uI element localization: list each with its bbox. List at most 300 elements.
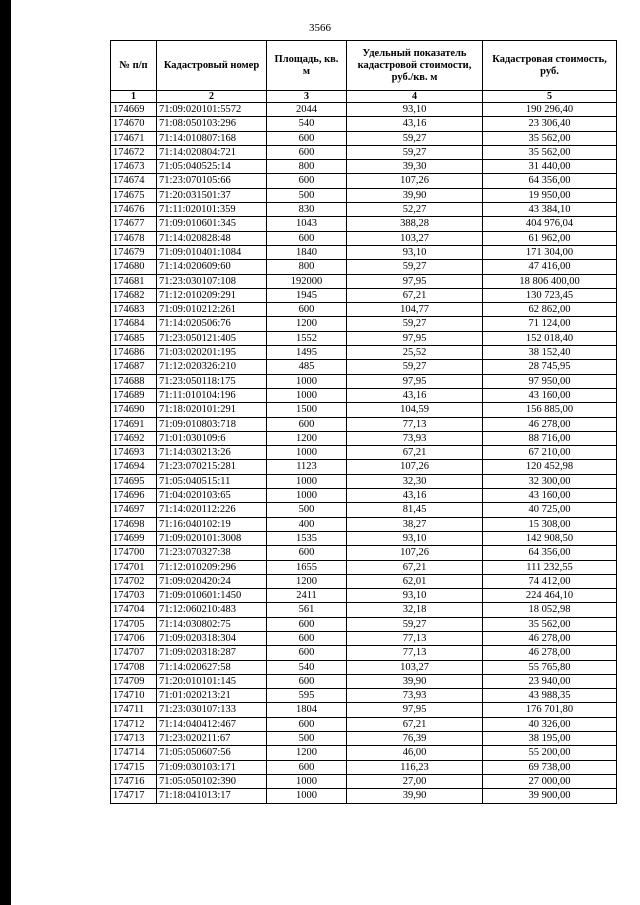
cadastral-cost-cell: 171 304,00	[483, 245, 617, 259]
area-cell: 2411	[267, 589, 347, 603]
area-cell: 600	[267, 145, 347, 159]
area-cell: 500	[267, 732, 347, 746]
row-index-cell: 174693	[111, 446, 157, 460]
row-index-cell: 174704	[111, 603, 157, 617]
table-row	[111, 631, 617, 645]
cadastral-number-cell: 71:14:010807:168	[157, 131, 267, 145]
area-cell: 600	[267, 617, 347, 631]
cadastral-number-cell: 71:23:020211:67	[157, 732, 267, 746]
cadastral-cost-cell: 61 962,00	[483, 231, 617, 245]
area-cell: 1655	[267, 560, 347, 574]
area-cell: 1200	[267, 317, 347, 331]
cadastral-number-cell: 71:18:041013:17	[157, 789, 267, 803]
specific-value-cell: 62,01	[347, 574, 483, 588]
column-number: 4	[347, 91, 483, 103]
cadastral-cost-cell: 69 738,00	[483, 760, 617, 774]
cadastral-number-cell: 71:09:010601:1450	[157, 589, 267, 603]
specific-value-cell: 43,16	[347, 117, 483, 131]
cadastral-number-cell: 71:11:010104:196	[157, 388, 267, 402]
table-row	[111, 217, 617, 231]
cadastral-cost-cell: 88 716,00	[483, 431, 617, 445]
area-cell: 500	[267, 188, 347, 202]
area-cell: 600	[267, 674, 347, 688]
specific-value-cell: 103,27	[347, 231, 483, 245]
row-index-cell: 174712	[111, 717, 157, 731]
specific-value-cell: 104,77	[347, 303, 483, 317]
specific-value-cell: 93,10	[347, 531, 483, 545]
area-cell: 561	[267, 603, 347, 617]
cadastral-number-cell: 71:20:010101:145	[157, 674, 267, 688]
specific-value-cell: 107,26	[347, 546, 483, 560]
cadastral-number-cell: 71:09:010803:718	[157, 417, 267, 431]
specific-value-cell: 97,95	[347, 331, 483, 345]
table-row	[111, 760, 617, 774]
cadastral-number-cell: 71:09:030103:171	[157, 760, 267, 774]
specific-value-cell: 38,27	[347, 517, 483, 531]
cadastral-number-cell: 71:05:040525:14	[157, 160, 267, 174]
area-cell: 1804	[267, 703, 347, 717]
cadastral-number-cell: 71:12:060210:483	[157, 603, 267, 617]
table-row	[111, 160, 617, 174]
area-cell: 800	[267, 260, 347, 274]
cadastral-cost-cell: 71 124,00	[483, 317, 617, 331]
table-row	[111, 374, 617, 388]
area-cell: 830	[267, 203, 347, 217]
specific-value-cell: 77,13	[347, 417, 483, 431]
specific-value-cell: 67,21	[347, 717, 483, 731]
row-index-cell: 174708	[111, 660, 157, 674]
area-cell: 1495	[267, 346, 347, 360]
table-row	[111, 117, 617, 131]
table-row	[111, 789, 617, 803]
specific-value-cell: 97,95	[347, 703, 483, 717]
specific-value-cell: 107,26	[347, 174, 483, 188]
area-cell: 1945	[267, 288, 347, 302]
cadastral-cost-cell: 224 464,10	[483, 589, 617, 603]
table-row	[111, 188, 617, 202]
cadastral-number-cell: 71:09:020101:5572	[157, 103, 267, 117]
table-row	[111, 574, 617, 588]
specific-value-cell: 43,16	[347, 388, 483, 402]
row-index-cell: 174680	[111, 260, 157, 274]
area-cell: 1000	[267, 774, 347, 788]
cadastral-cost-cell: 404 976,04	[483, 217, 617, 231]
cadastral-number-cell: 71:12:020326:210	[157, 360, 267, 374]
area-cell: 600	[267, 174, 347, 188]
table-row	[111, 245, 617, 259]
row-index-cell: 174716	[111, 774, 157, 788]
row-index-cell: 174709	[111, 674, 157, 688]
area-cell: 1840	[267, 245, 347, 259]
table-row	[111, 388, 617, 402]
table-row	[111, 274, 617, 288]
row-index-cell: 174688	[111, 374, 157, 388]
cadastral-number-cell: 71:08:050103:296	[157, 117, 267, 131]
cadastral-number-cell: 71:12:010209:296	[157, 560, 267, 574]
header-area: Площадь, кв. м	[267, 41, 347, 91]
row-index-cell: 174684	[111, 317, 157, 331]
cadastral-cost-cell: 43 160,00	[483, 489, 617, 503]
table-row	[111, 774, 617, 788]
table-row	[111, 260, 617, 274]
table-row	[111, 660, 617, 674]
table-row	[111, 531, 617, 545]
cadastral-number-cell: 71:14:020804:721	[157, 145, 267, 159]
cadastral-number-cell: 71:04:020103:65	[157, 489, 267, 503]
cadastral-cost-cell: 120 452,98	[483, 460, 617, 474]
table-row	[111, 317, 617, 331]
specific-value-cell: 107,26	[347, 460, 483, 474]
cadastral-cost-cell: 23 306,40	[483, 117, 617, 131]
specific-value-cell: 32,30	[347, 474, 483, 488]
row-index-cell: 174671	[111, 131, 157, 145]
table-row	[111, 231, 617, 245]
row-index-cell: 174699	[111, 531, 157, 545]
specific-value-cell: 52,27	[347, 203, 483, 217]
cadastral-cost-cell: 46 278,00	[483, 646, 617, 660]
specific-value-cell: 67,21	[347, 560, 483, 574]
specific-value-cell: 59,27	[347, 317, 483, 331]
area-cell: 1535	[267, 531, 347, 545]
cadastral-number-cell: 71:14:030802:75	[157, 617, 267, 631]
row-index-cell: 174669	[111, 103, 157, 117]
row-index-cell: 174677	[111, 217, 157, 231]
specific-value-cell: 39,90	[347, 789, 483, 803]
row-index-cell: 174691	[111, 417, 157, 431]
area-cell: 1500	[267, 403, 347, 417]
cadastral-cost-cell: 43 384,10	[483, 203, 617, 217]
column-number: 1	[111, 91, 157, 103]
cadastral-cost-cell: 35 562,00	[483, 131, 617, 145]
specific-value-cell: 77,13	[347, 631, 483, 645]
header-cadastral-cost: Кадастровая стоимость, руб.	[483, 41, 617, 91]
cadastral-number-cell: 71:14:020828:48	[157, 231, 267, 245]
cadastral-cost-cell: 55 765,80	[483, 660, 617, 674]
row-index-cell: 174717	[111, 789, 157, 803]
specific-value-cell: 67,21	[347, 288, 483, 302]
table-row	[111, 703, 617, 717]
table-row	[111, 717, 617, 731]
cadastral-number-cell: 71:14:030213:26	[157, 446, 267, 460]
cadastral-number-cell: 71:05:050102:390	[157, 774, 267, 788]
area-cell: 600	[267, 417, 347, 431]
table-row	[111, 460, 617, 474]
row-index-cell: 174673	[111, 160, 157, 174]
table-row	[111, 446, 617, 460]
specific-value-cell: 59,27	[347, 131, 483, 145]
left-edge-bar	[0, 0, 11, 905]
header-cadastral-number: Кадастровый номер	[157, 41, 267, 91]
cadastral-cost-cell: 67 210,00	[483, 446, 617, 460]
cadastral-cost-cell: 27 000,00	[483, 774, 617, 788]
area-cell: 600	[267, 231, 347, 245]
row-index-cell: 174695	[111, 474, 157, 488]
cadastral-cost-cell: 15 308,00	[483, 517, 617, 531]
header-row	[111, 41, 617, 91]
area-cell: 600	[267, 546, 347, 560]
cadastral-number-cell: 71:14:020627:58	[157, 660, 267, 674]
row-index-cell: 174710	[111, 689, 157, 703]
specific-value-cell: 43,16	[347, 489, 483, 503]
specific-value-cell: 77,13	[347, 646, 483, 660]
row-index-cell: 174702	[111, 574, 157, 588]
row-index-cell: 174692	[111, 431, 157, 445]
cadastral-number-cell: 71:09:020420:24	[157, 574, 267, 588]
cadastral-cost-cell: 97 950,00	[483, 374, 617, 388]
cadastral-cost-cell: 31 440,00	[483, 160, 617, 174]
cadastral-cost-cell: 18 806 400,00	[483, 274, 617, 288]
table-row	[111, 174, 617, 188]
page-number: 3566	[309, 22, 331, 34]
specific-value-cell: 103,27	[347, 660, 483, 674]
header-specific-value: Удельный показатель кадастровой стоимости, руб./кв. м	[347, 41, 483, 91]
table-row	[111, 674, 617, 688]
cadastral-number-cell: 71:16:040102:19	[157, 517, 267, 531]
row-index-cell: 174700	[111, 546, 157, 560]
specific-value-cell: 73,93	[347, 431, 483, 445]
table-row	[111, 145, 617, 159]
area-cell: 1000	[267, 789, 347, 803]
table-row	[111, 360, 617, 374]
cadastral-cost-cell: 23 940,00	[483, 674, 617, 688]
cadastral-number-cell: 71:14:040412:467	[157, 717, 267, 731]
cadastral-cost-cell: 74 412,00	[483, 574, 617, 588]
row-index-cell: 174696	[111, 489, 157, 503]
specific-value-cell: 39,30	[347, 160, 483, 174]
table-row	[111, 546, 617, 560]
cadastral-cost-cell: 18 052,98	[483, 603, 617, 617]
specific-value-cell: 59,27	[347, 145, 483, 159]
area-cell: 500	[267, 503, 347, 517]
cadastral-cost-cell: 152 018,40	[483, 331, 617, 345]
cadastral-cost-cell: 43 160,00	[483, 388, 617, 402]
cadastral-cost-cell: 111 232,55	[483, 560, 617, 574]
row-index-cell: 174686	[111, 346, 157, 360]
row-index-cell: 174690	[111, 403, 157, 417]
area-cell: 1200	[267, 746, 347, 760]
table-row	[111, 417, 617, 431]
specific-value-cell: 97,95	[347, 274, 483, 288]
table-row	[111, 403, 617, 417]
specific-value-cell: 81,45	[347, 503, 483, 517]
cadastral-number-cell: 71:18:020101:291	[157, 403, 267, 417]
cadastral-number-cell: 71:14:020506:76	[157, 317, 267, 331]
cadastral-cost-cell: 39 900,00	[483, 789, 617, 803]
cadastral-number-cell: 71:09:020318:287	[157, 646, 267, 660]
specific-value-cell: 39,90	[347, 674, 483, 688]
area-cell: 485	[267, 360, 347, 374]
cadastral-number-cell: 71:01:020213:21	[157, 689, 267, 703]
row-index-cell: 174714	[111, 746, 157, 760]
row-index-cell: 174694	[111, 460, 157, 474]
specific-value-cell: 388,28	[347, 217, 483, 231]
specific-value-cell: 93,10	[347, 103, 483, 117]
row-index-cell: 174678	[111, 231, 157, 245]
area-cell: 540	[267, 117, 347, 131]
specific-value-cell: 39,90	[347, 188, 483, 202]
cadastral-cost-cell: 62 862,00	[483, 303, 617, 317]
cadastral-cost-cell: 38 195,00	[483, 732, 617, 746]
table-row	[111, 589, 617, 603]
area-cell: 1552	[267, 331, 347, 345]
row-index-cell: 174687	[111, 360, 157, 374]
cadastral-cost-cell: 142 908,50	[483, 531, 617, 545]
cadastral-cost-cell: 19 950,00	[483, 188, 617, 202]
cadastral-number-cell: 71:12:010209:291	[157, 288, 267, 302]
specific-value-cell: 104,59	[347, 403, 483, 417]
cadastral-cost-cell: 46 278,00	[483, 631, 617, 645]
cadastral-cost-cell: 43 988,35	[483, 689, 617, 703]
table-row	[111, 331, 617, 345]
area-cell: 1200	[267, 431, 347, 445]
specific-value-cell: 32,18	[347, 603, 483, 617]
cadastral-cost-cell: 130 723,45	[483, 288, 617, 302]
table-row	[111, 131, 617, 145]
area-cell: 600	[267, 631, 347, 645]
row-index-cell: 174707	[111, 646, 157, 660]
area-cell: 400	[267, 517, 347, 531]
specific-value-cell: 73,93	[347, 689, 483, 703]
table-row	[111, 346, 617, 360]
cadastral-number-cell: 71:23:070327:38	[157, 546, 267, 560]
cadastral-cost-cell: 190 296,40	[483, 103, 617, 117]
row-index-cell: 174706	[111, 631, 157, 645]
cadastral-cost-cell: 40 725,00	[483, 503, 617, 517]
table-row	[111, 517, 617, 531]
table-body	[111, 103, 617, 804]
row-index-cell: 174672	[111, 145, 157, 159]
area-cell: 595	[267, 689, 347, 703]
cadastral-cost-cell: 35 562,00	[483, 145, 617, 159]
cadastral-number-cell: 71:20:031501:37	[157, 188, 267, 202]
area-cell: 1000	[267, 388, 347, 402]
cadastral-table	[110, 40, 617, 804]
specific-value-cell: 67,21	[347, 446, 483, 460]
specific-value-cell: 93,10	[347, 245, 483, 259]
cadastral-number-cell: 71:01:030109:6	[157, 431, 267, 445]
row-index-cell: 174683	[111, 303, 157, 317]
table-row	[111, 560, 617, 574]
cadastral-number-cell: 71:09:010212:261	[157, 303, 267, 317]
row-index-cell: 174670	[111, 117, 157, 131]
row-index-cell: 174679	[111, 245, 157, 259]
row-index-cell: 174689	[111, 388, 157, 402]
cadastral-cost-cell: 64 356,00	[483, 546, 617, 560]
area-cell: 600	[267, 717, 347, 731]
table-row	[111, 489, 617, 503]
cadastral-number-cell: 71:09:010401:1084	[157, 245, 267, 259]
table-row	[111, 732, 617, 746]
area-cell: 1000	[267, 374, 347, 388]
column-number: 3	[267, 91, 347, 103]
cadastral-number-cell: 71:23:070215:281	[157, 460, 267, 474]
specific-value-cell: 59,27	[347, 360, 483, 374]
specific-value-cell: 27,00	[347, 774, 483, 788]
row-index-cell: 174674	[111, 174, 157, 188]
header-index: № п/п	[111, 41, 157, 91]
area-cell: 600	[267, 131, 347, 145]
area-cell: 1000	[267, 446, 347, 460]
cadastral-cost-cell: 64 356,00	[483, 174, 617, 188]
cadastral-number-cell: 71:14:020112:226	[157, 503, 267, 517]
row-index-cell: 174682	[111, 288, 157, 302]
cadastral-number-cell: 71:09:010601:345	[157, 217, 267, 231]
row-index-cell: 174685	[111, 331, 157, 345]
row-index-cell: 174676	[111, 203, 157, 217]
row-index-cell: 174713	[111, 732, 157, 746]
cadastral-cost-cell: 55 200,00	[483, 746, 617, 760]
cadastral-cost-cell: 156 885,00	[483, 403, 617, 417]
area-cell: 1123	[267, 460, 347, 474]
area-cell: 1043	[267, 217, 347, 231]
cadastral-cost-cell: 28 745,95	[483, 360, 617, 374]
column-number: 5	[483, 91, 617, 103]
specific-value-cell: 76,39	[347, 732, 483, 746]
row-index-cell: 174701	[111, 560, 157, 574]
cadastral-cost-cell: 47 416,00	[483, 260, 617, 274]
area-cell: 800	[267, 160, 347, 174]
row-index-cell: 174715	[111, 760, 157, 774]
row-index-cell: 174711	[111, 703, 157, 717]
area-cell: 2044	[267, 103, 347, 117]
table-row	[111, 203, 617, 217]
row-index-cell: 174697	[111, 503, 157, 517]
cadastral-cost-cell: 32 300,00	[483, 474, 617, 488]
specific-value-cell: 59,27	[347, 617, 483, 631]
specific-value-cell: 25,52	[347, 346, 483, 360]
table-row	[111, 103, 617, 117]
cadastral-number-cell: 71:05:050607:56	[157, 746, 267, 760]
table-row	[111, 288, 617, 302]
cadastral-number-cell: 71:23:070105:66	[157, 174, 267, 188]
cadastral-cost-cell: 40 326,00	[483, 717, 617, 731]
area-cell: 1000	[267, 474, 347, 488]
cadastral-number-cell: 71:23:030107:133	[157, 703, 267, 717]
table-row	[111, 689, 617, 703]
row-index-cell: 174698	[111, 517, 157, 531]
row-index-cell: 174681	[111, 274, 157, 288]
cadastral-number-cell: 71:03:020201:195	[157, 346, 267, 360]
specific-value-cell: 93,10	[347, 589, 483, 603]
cadastral-number-cell: 71:14:020609:60	[157, 260, 267, 274]
area-cell: 1000	[267, 489, 347, 503]
cadastral-number-cell: 71:23:030107:108	[157, 274, 267, 288]
table-row	[111, 303, 617, 317]
cadastral-number-cell: 71:23:050121:405	[157, 331, 267, 345]
row-index-cell: 174703	[111, 589, 157, 603]
table-row	[111, 503, 617, 517]
area-cell: 1200	[267, 574, 347, 588]
row-index-cell: 174705	[111, 617, 157, 631]
row-index-cell: 174675	[111, 188, 157, 202]
specific-value-cell: 46,00	[347, 746, 483, 760]
table-row	[111, 746, 617, 760]
table-row	[111, 603, 617, 617]
column-number-row	[111, 91, 617, 103]
specific-value-cell: 97,95	[347, 374, 483, 388]
area-cell: 192000	[267, 274, 347, 288]
cadastral-number-cell: 71:23:050118:175	[157, 374, 267, 388]
area-cell: 600	[267, 303, 347, 317]
column-number: 2	[157, 91, 267, 103]
cadastral-number-cell: 71:09:020101:3008	[157, 531, 267, 545]
area-cell: 600	[267, 646, 347, 660]
cadastral-number-cell: 71:05:040515:11	[157, 474, 267, 488]
table-row	[111, 431, 617, 445]
cadastral-number-cell: 71:09:020318:304	[157, 631, 267, 645]
cadastral-cost-cell: 46 278,00	[483, 417, 617, 431]
specific-value-cell: 59,27	[347, 260, 483, 274]
